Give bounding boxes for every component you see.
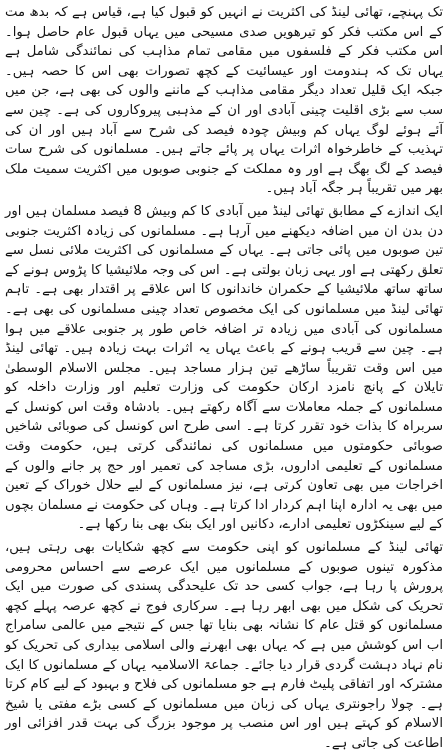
paragraph-1: تک پہنچے، تھائی لینڈ کی اکثریت نے انہیں کو قبول کیا ہے، قیاس ہے کہ بدھ مت کے اس مکتب فکر کو تیرھویں صدی مسیحی میں یہاں قبول عام حاصل ہوا۔ اس مکتب فکر کے فلسفوں میں مقامی تمام مذاہب کی نمائندگی شامل ہے یہاں تک کہ ہندومت اور عیسائیت کے کچھ تصورات بھی اس کا حصہ ہیں۔ جبکہ ایک قلیل تعداد دیگر مقامی مذاہب کے ماننے والوں کی بھی ہے، جن میں سب سے بڑی اقلیت چینی آبادی اور ان کے مذہبی پیروکاروں کی ہے۔ چین سے آئے ہوئے لوگ یہاں کم وبیش چودہ فیصد کی شرح سے آباد ہیں اور ان کی تہذیب کے خاطرخواہ اثرات یہاں پر پائے جاتے ہیں۔ مسلمانوں کی شرح سات فیصد کے لگ بھگ ہے اور وہ مملکت کے جنوبی صوبوں میں اکثریت سمیت ملک بھر میں تقریباً ہر جگہ آباد ہیں۔ — [5, 5, 443, 197]
paragraph-2: ایک اندازے کے مطابق تھائی لینڈ میں آبادی کا کم وبیش 8 فیصد مسلمان ہیں اور دن بدن ان میں اضافہ دیکھنے میں آرہا ہے۔ مسلمانوں کی زیادہ اکثریت جنوبی تین صوبوں میں پائی جاتی ہے۔ یہاں کے مسلمانوں کی اکثریت ملائی نسل سے تعلق رکھتی ہے اور یہی زبان بولتی ہے۔ اس کی وجہ ملائیشیا کا پڑوس ہونے کے ساتھ ساتھ ملائیشیا کے حکمران خاندانوں کا اس علاقے پر اقتدار بھی ہے۔ تاہم تھائی لینڈ میں مسلمانوں کی ایک مخصوص تعداد چینی مسلمانوں کی بھی ہے۔ مسلمانوں کی آبادی میں زیادہ تر اضافہ خاص طور پر جنوبی علاقے میں ہوا ہے۔ چین سے قریب ہونے کے باعث یہاں یہ اثرات بہت زیادہ ہیں۔ تھائی لینڈ میں اس وقت تقریباً ساڑھے تین ہزار مساجد ہیں۔ مجلس الاسلام الوسطیٰ تایلان کے پانچ نامزد ارکان حکومت کی وزارت تعلیم اور وزارت داخلہ کو مسلمانوں کے جملہ معاملات سے آگاہ رکھتے ہیں۔ بادشاہ وقت اس کونسل کے سربراہ کا بذات خود تقرر کرتا ہے۔ اسی طرح اس کونسل کی صوبائی شاخیں صوبائی حکومتوں میں مسلمانوں کی نمائندگی کرتی ہیں، حکومت وقت مسلمانوں کے تعلیمی اداروں، بڑی مساجد کی تعمیر اور حج پر جانے والوں کے اخراجات میں بھی تعاون کرتی ہے، نیز مسلمانوں کے لیے حلال خوراک کے تعین میں بھی یہ ادارہ اپنا اہم کردار ادا کرتا ہے۔ وہاں کی حکومت نے مسلمان بچوں کے لیے سینکڑوں تعلیمی ادارے، دکانیں اور ایک بنک بھی بنا رکھا ہے۔ — [5, 203, 444, 533]
paragraph-3: تھائی لینڈ کے مسلمانوں کو اپنی حکومت سے کچھ شکایات بھی رہتی ہیں، مذکورہ تینوں صوبوں کے مسلمانوں میں ایک عرصے سے احساس محرومی پرورش پا رہا ہے، جواب کسی حد تک علیحدگی پسندی کی صورت میں ایک تحریک کی شکل میں بھی ابھر رہا ہے۔ سرکاری فوج نے کچھ عرصہ پہلے کچھ مسلمانوں کو قتل عام کا نشانہ بھی بنایا تھا جس کے نتیجے میں عالمی سامراج اب اس کوشش میں ہے کہ یہاں بھی ابھرنے والی اسلامی بیداری کی تحریک کو نام نہاد دہشت گردی قرار دیا جائے۔ جماعۃ الاسلامیہ یہاں کے مسلمانوں کا ایک مشترکہ اور اتفاقی پلیٹ فارم ہے جو مسلمانوں کی فلاح و بہبود کے لیے کام کرتا ہے۔ چولا راجونتری یہاں کی زبان میں مسلمانوں کے کسی بڑے مفتی یا شیخ الاسلام کو کہتے ہیں اور اس منصب پر موجود بزرگ کی بہت قدر افزائی اور اطاعت کی جاتی ہے۔ — [5, 540, 443, 751]
